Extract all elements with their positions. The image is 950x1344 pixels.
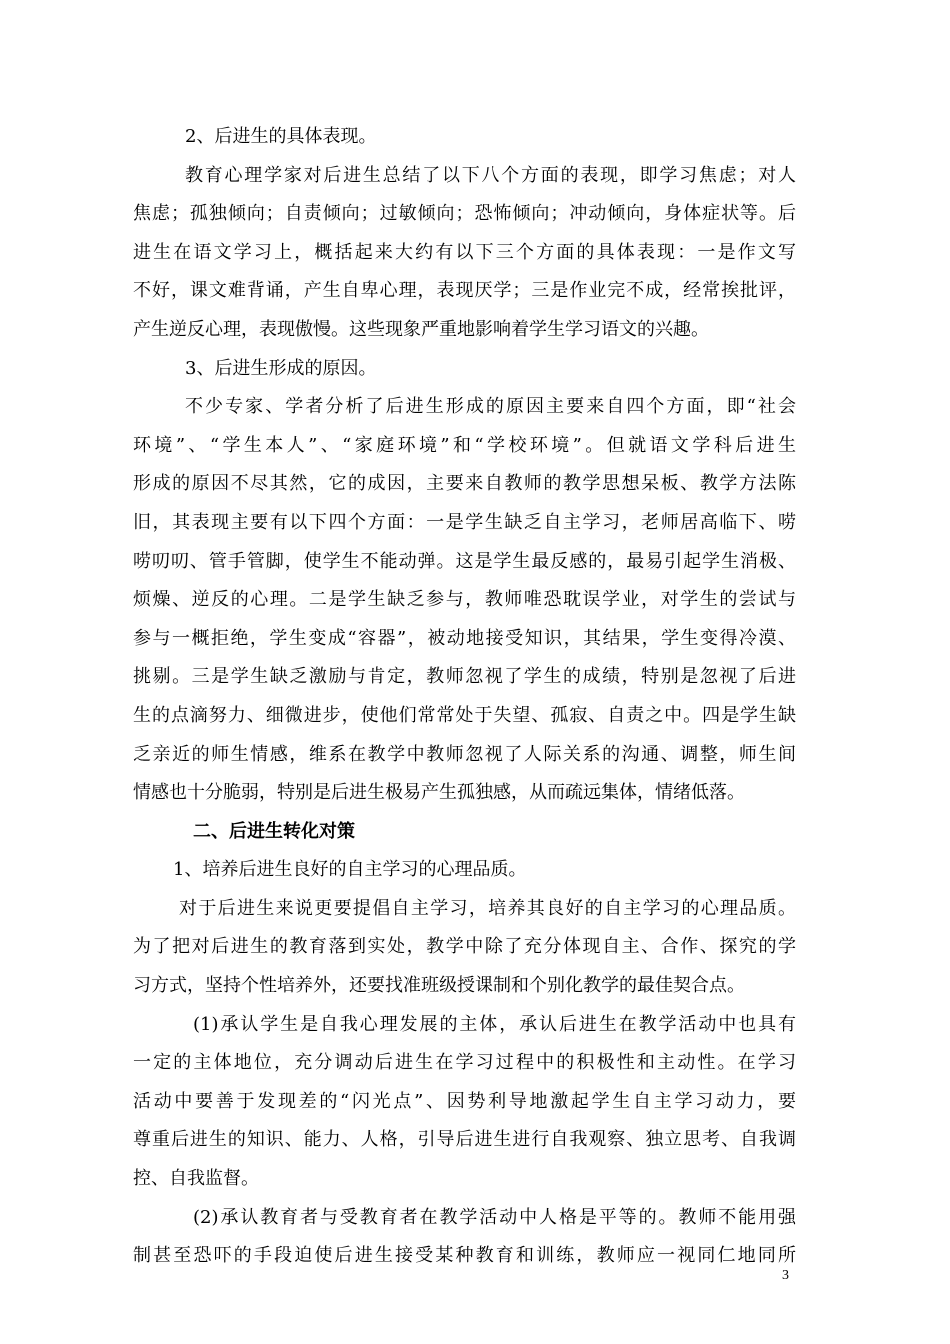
text-line: 尊重后进生的知识、能力、人格，引导后进生进行自我观察、独立思考、自我调 xyxy=(133,1129,796,1151)
text-line: 习方式，坚持个性培养外，还要找准班级授课制和个别化教学的最佳契合点。 xyxy=(133,975,745,997)
text-line: 环境”、“学生本人”、“家庭环境”和“学校环境”。但就语文学科后进生 xyxy=(133,434,796,456)
text-line: 制甚至恐吓的手段迫使后进生接受某种教育和训练，教师应一视同仁地同所 xyxy=(133,1245,796,1267)
subheading-1: 1、培养后进生良好的自主学习的心理品质。 xyxy=(173,859,527,881)
text-line: 情感也十分脆弱，特别是后进生极易产生孤独感，从而疏远集体，情绪低落。 xyxy=(133,782,745,804)
text-line: 旧，其表现主要有以下四个方面：一是学生缺乏自主学习，老师居高临下、唠 xyxy=(133,511,796,533)
text-line: 对于后进生来说更要提倡自主学习，培养其良好的自主学习的心理品质。 xyxy=(179,897,796,919)
text-line: 参与一概拒绝，学生变成“容器”，被动地接受知识，其结果，学生变得冷漠、 xyxy=(133,627,796,649)
text-line: 活动中要善于发现差的“闪光点”、因势利导地激起学生自主学习动力，要 xyxy=(133,1090,796,1112)
text-line: 生的点滴努力、细微进步，使他们常常处于失望、孤寂、自责之中。四是学生缺 xyxy=(133,704,796,726)
text-line: 唠叨叨、管手管脚，使学生不能动弹。这是学生最反感的，最易引起学生消极、 xyxy=(133,550,796,572)
text-line: (2)承认教育者与受教育者在教学活动中人格是平等的。教师不能用强 xyxy=(193,1206,796,1228)
text-line: 控、自我监督。 xyxy=(133,1168,259,1190)
page-number: 3 xyxy=(782,1268,789,1283)
text-line: 产生逆反心理，表现傲慢。这些现象严重地影响着学生学习语文的兴趣。 xyxy=(133,318,709,340)
text-line: 一定的主体地位，充分调动后进生在学习过程中的积极性和主动性。在学习 xyxy=(133,1052,796,1074)
text-line: 为了把对后进生的教育落到实处，教学中除了充分体现自主、合作、探究的学 xyxy=(133,936,796,958)
text-line: 乏亲近的师生情感，维系在教学中教师忽视了人际关系的沟通、调整，师生间 xyxy=(133,743,796,765)
text-line: 挑剔。三是学生缺乏激励与肯定，教师忽视了学生的成绩，特别是忽视了后进 xyxy=(133,666,796,688)
text-line: (1)承认学生是自我心理发展的主体，承认后进生在教学活动中也具有 xyxy=(193,1013,796,1035)
text-line: 进生在语文学习上，概括起来大约有以下三个方面的具体表现：一是作文写 xyxy=(133,241,796,263)
text-line: 焦虑；孤独倾向；自责倾向；过敏倾向；恐怖倾向；冲动倾向，身体症状等。后 xyxy=(133,203,796,225)
text-line: 形成的原因不尽其然，它的成因，主要来自教师的教学思想呆板、教学方法陈 xyxy=(133,473,796,495)
body-text xyxy=(133,118,796,1276)
text-line: 烦燥、逆反的心理。二是学生缺乏参与，教师唯恐耽误学业，对学生的尝试与 xyxy=(133,589,796,611)
text-line: 不少专家、学者分析了后进生形成的原因主要来自四个方面，即“社会 xyxy=(185,396,796,418)
subheading-3: 3、后进生形成的原因。 xyxy=(185,357,377,379)
text-line: 教育心理学家对后进生总结了以下八个方面的表现，即学习焦虑；对人 xyxy=(185,164,796,186)
section-heading: 二、后进生转化对策 xyxy=(193,820,355,842)
text-line: 不好，课文难背诵，产生自卑心理，表现厌学；三是作业完不成，经常挨批评， xyxy=(133,280,796,302)
subheading-2: 2、后进生的具体表现。 xyxy=(185,126,377,147)
